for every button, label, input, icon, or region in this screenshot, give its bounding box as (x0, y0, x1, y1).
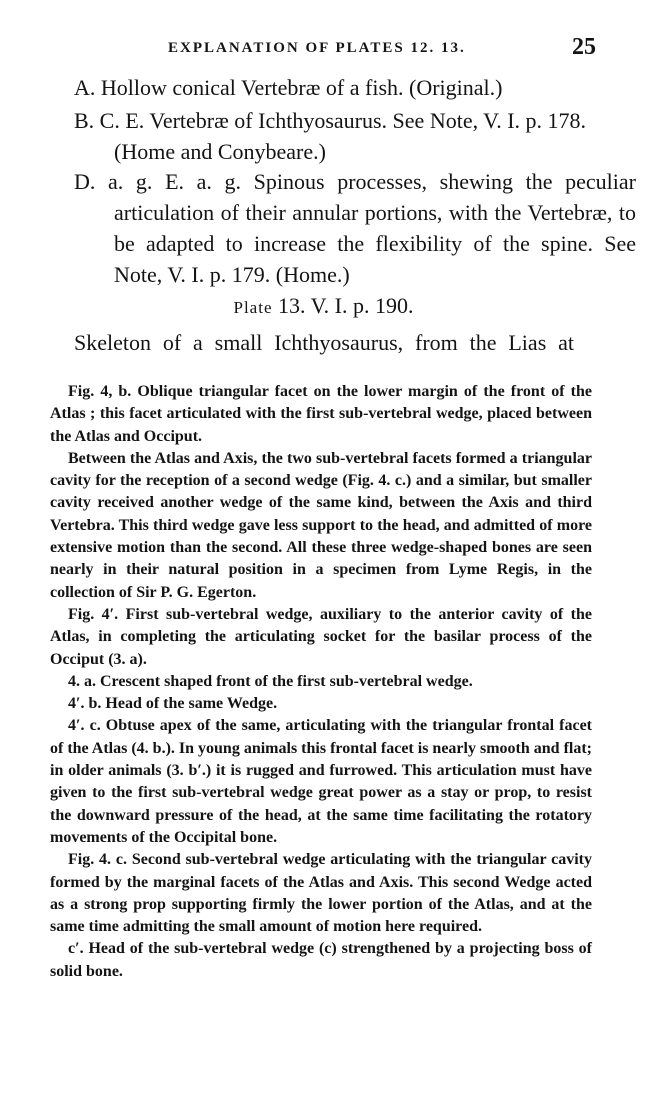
paragraph: c′. Head of the sub-vertebral wedge (c) strengthened by a projecting boss of solid bone. (50, 940, 592, 980)
entry-d: D. a. g. E. a. g. Spinous processes, shewing the peculiar articulation of their annular portions, with the Vertebræ, to be adapted to increase the flexibility of the spine. See Note, V. I. p. 179. (Home.) (74, 169, 636, 287)
plate-heading (0, 293, 647, 319)
entry-a: A. Hollow conical Vertebræ of a fish. (Original.) (74, 75, 503, 100)
page-header (168, 36, 608, 66)
page-number: 25 (572, 34, 596, 60)
paragraph: Fig. 4. c. Second sub-vertebral wedge articulating with the triangular cavity formed by the marginal facets of the Atlas and Axis. This second Wedge acted as a strong prop supporting firmly the lower portion of the Atlas, and at the same time admitting the small amount of motion here required. (50, 851, 592, 936)
entry-b: B. C. E. Vertebræ of Ichthyosaurus. See Note, V. I. p. 178. (Home and Conybeare.) (74, 108, 587, 164)
footnote-block (50, 381, 592, 983)
running-head: EXPLANATION OF PLATES 12. 13. (168, 40, 466, 56)
plate-reference: 13. V. I. p. 190. (272, 293, 414, 318)
skeleton-line: Skeleton of a small Ichthyosaurus, from the Lias at (74, 330, 574, 355)
paragraph: 4′. b. Head of the same Wedge. (68, 695, 278, 713)
paragraph: 4′. c. Obtuse apex of the same, articulating with the triangular frontal facet of the Atlas (4. b.). In young animals this frontal facet is nearly smooth and flat; in older animals (3. b′.) it is rugged and furrowed. This articulation must have given to the first sub-vertebral wedge great power as a stay or prop, to resist the downward pressure of the head, at the same time facilitating the rotatory movements of the Occipital bone. (50, 717, 592, 846)
paragraph: Fig. 4, b. Oblique triangular facet on the lower margin of the front of the Atlas ; this facet articulated with the first sub-vertebral wedge, placed between the Atlas and Occiput. (50, 383, 592, 445)
plate-label: Plate (233, 298, 273, 317)
paragraph: 4. a. Crescent shaped front of the first sub-vertebral wedge. (68, 672, 473, 690)
paragraph: Between the Atlas and Axis, the two sub-vertebral facets formed a triangular cavity for the reception of a second wedge (Fig. 4. c.) and a similar, but smaller cavity received another wedge of the same kind, between the Axis and third Vertebra. This third wedge gave less support to the head, and admitted of more extensive motion than the second. All these three wedge-shaped bones are seen nearly in their natural position in a specimen from Lyme Regis, in the collection of Sir P. G. Egerton. (50, 449, 592, 601)
paragraph: Fig. 4′. First sub-vertebral wedge, auxiliary to the anterior cavity of the Atlas, in completing the articulating socket for the basilar process of the Occiput (3. a). (50, 605, 592, 668)
